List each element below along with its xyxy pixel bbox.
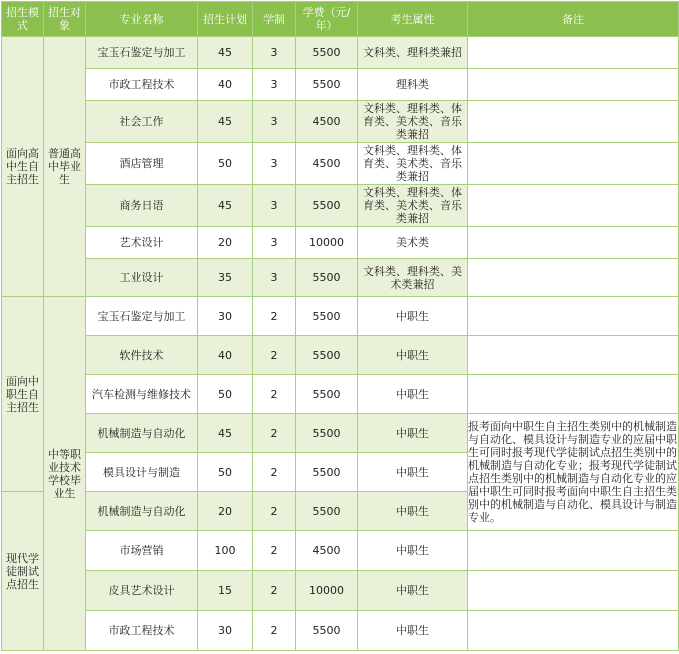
- major-cell: 宝玉石鉴定与加工: [86, 297, 198, 336]
- table-row: [2, 414, 679, 453]
- fee-cell: 5500: [296, 297, 358, 336]
- plan-cell: 40: [198, 336, 253, 375]
- target-cell: 普通高中毕业生: [44, 37, 86, 297]
- note-cell: [468, 227, 679, 259]
- fee-cell: 5500: [296, 375, 358, 414]
- note-cell: [468, 611, 679, 651]
- major-cell: 汽车检测与维修技术: [86, 375, 198, 414]
- major-cell: 市政工程技术: [86, 611, 198, 651]
- attr-cell: 中职生: [358, 297, 468, 336]
- table-row: [2, 531, 679, 571]
- years-cell: 3: [253, 185, 296, 227]
- plan-cell: 50: [198, 143, 253, 185]
- table-row: [2, 259, 679, 297]
- plan-cell: 20: [198, 227, 253, 259]
- major-cell: 艺术设计: [86, 227, 198, 259]
- years-cell: 2: [253, 297, 296, 336]
- fee-cell: 5500: [296, 453, 358, 492]
- plan-cell: 15: [198, 571, 253, 611]
- years-cell: 3: [253, 143, 296, 185]
- enrollment-table: [1, 1, 679, 651]
- attr-cell: 中职生: [358, 531, 468, 571]
- major-cell: 机械制造与自动化: [86, 492, 198, 531]
- note-cell: [468, 185, 679, 227]
- fee-cell: 5500: [296, 414, 358, 453]
- years-cell: 3: [253, 69, 296, 101]
- table-row: [2, 297, 679, 336]
- attr-cell: 中职生: [358, 375, 468, 414]
- header-mode: 招生模式: [2, 2, 44, 37]
- plan-cell: 35: [198, 259, 253, 297]
- table-row: [2, 101, 679, 143]
- attr-cell: 中职生: [358, 414, 468, 453]
- years-cell: 2: [253, 531, 296, 571]
- note-cell: [468, 571, 679, 611]
- header-attr: 考生属性: [358, 2, 468, 37]
- table-row: [2, 69, 679, 101]
- note-cell: [468, 143, 679, 185]
- attr-cell: 中职生: [358, 336, 468, 375]
- header-years: 学制: [253, 2, 296, 37]
- table-row: [2, 336, 679, 375]
- years-cell: 3: [253, 259, 296, 297]
- years-cell: 3: [253, 227, 296, 259]
- attr-cell: 中职生: [358, 492, 468, 531]
- table-row: [2, 375, 679, 414]
- attr-cell: 美术类: [358, 227, 468, 259]
- header-note: 备注: [468, 2, 679, 37]
- header-major: 专业名称: [86, 2, 198, 37]
- plan-cell: 40: [198, 69, 253, 101]
- remark-cell: 报考面向中职生自主招生类别中的机械制造与自动化、模具设计与制造专业的应届中职生可同时报考现代学徒制试点招生类别中的机械制造与自动化专业；报考现代学徒制试点招生类别中的机械制造与自动化专业的应届中职生可同时报考面向中职生自主招生类别中的机械制造与自动化、模具设计与制造专业。: [468, 414, 679, 531]
- fee-cell: 5500: [296, 185, 358, 227]
- note-cell: [468, 297, 679, 336]
- years-cell: 2: [253, 453, 296, 492]
- fee-cell: 4500: [296, 143, 358, 185]
- plan-cell: 45: [198, 185, 253, 227]
- mode-cell: 面向高中生自主招生: [2, 37, 44, 297]
- note-cell: [468, 69, 679, 101]
- plan-cell: 45: [198, 101, 253, 143]
- fee-cell: 5500: [296, 336, 358, 375]
- fee-cell: 5500: [296, 37, 358, 69]
- major-cell: 酒店管理: [86, 143, 198, 185]
- note-cell: [468, 37, 679, 69]
- plan-cell: 45: [198, 37, 253, 69]
- attr-cell: 中职生: [358, 571, 468, 611]
- years-cell: 2: [253, 492, 296, 531]
- years-cell: 2: [253, 375, 296, 414]
- major-cell: 宝玉石鉴定与加工: [86, 37, 198, 69]
- plan-cell: 30: [198, 611, 253, 651]
- table-row: [2, 571, 679, 611]
- attr-cell: 文科类、理科类、美术类兼招: [358, 259, 468, 297]
- attr-cell: 文科类、理科类兼招: [358, 37, 468, 69]
- attr-cell: 文科类、理科类、体育类、美术类、音乐类兼招: [358, 101, 468, 143]
- note-cell: [468, 336, 679, 375]
- fee-cell: 5500: [296, 69, 358, 101]
- header-row: [2, 2, 679, 37]
- fee-cell: 10000: [296, 227, 358, 259]
- plan-cell: 30: [198, 297, 253, 336]
- years-cell: 2: [253, 611, 296, 651]
- fee-cell: 5500: [296, 492, 358, 531]
- header-fee: 学费（元/年）: [296, 2, 358, 37]
- attr-cell: 理科类: [358, 69, 468, 101]
- years-cell: 3: [253, 101, 296, 143]
- major-cell: 软件技术: [86, 336, 198, 375]
- header-plan: 招生计划: [198, 2, 253, 37]
- plan-cell: 45: [198, 414, 253, 453]
- attr-cell: 中职生: [358, 453, 468, 492]
- plan-cell: 50: [198, 453, 253, 492]
- major-cell: 市场营销: [86, 531, 198, 571]
- table-row: [2, 37, 679, 69]
- header-target: 招生对象: [44, 2, 86, 37]
- note-cell: [468, 259, 679, 297]
- fee-cell: 4500: [296, 101, 358, 143]
- fee-cell: 5500: [296, 259, 358, 297]
- table-row: [2, 143, 679, 185]
- attr-cell: 文科类、理科类、体育类、美术类、音乐类兼招: [358, 185, 468, 227]
- years-cell: 2: [253, 336, 296, 375]
- attr-cell: 文科类、理科类、体育类、美术类、音乐类兼招: [358, 143, 468, 185]
- major-cell: 市政工程技术: [86, 69, 198, 101]
- note-cell: [468, 531, 679, 571]
- fee-cell: 5500: [296, 611, 358, 651]
- major-cell: 商务日语: [86, 185, 198, 227]
- plan-cell: 20: [198, 492, 253, 531]
- table-row: [2, 611, 679, 651]
- target-cell: 中等职业技术学校毕业生: [44, 297, 86, 651]
- years-cell: 2: [253, 414, 296, 453]
- major-cell: 机械制造与自动化: [86, 414, 198, 453]
- major-cell: 模具设计与制造: [86, 453, 198, 492]
- major-cell: 社会工作: [86, 101, 198, 143]
- years-cell: 3: [253, 37, 296, 69]
- table-row: [2, 185, 679, 227]
- fee-cell: 10000: [296, 571, 358, 611]
- plan-cell: 100: [198, 531, 253, 571]
- mode-cell: 现代学徒制试点招生: [2, 492, 44, 651]
- major-cell: 工业设计: [86, 259, 198, 297]
- plan-cell: 50: [198, 375, 253, 414]
- years-cell: 2: [253, 571, 296, 611]
- mode-cell: 面向中职生自主招生: [2, 297, 44, 492]
- table-row: [2, 227, 679, 259]
- note-cell: [468, 375, 679, 414]
- attr-cell: 中职生: [358, 611, 468, 651]
- fee-cell: 4500: [296, 531, 358, 571]
- major-cell: 皮具艺术设计: [86, 571, 198, 611]
- note-cell: [468, 101, 679, 143]
